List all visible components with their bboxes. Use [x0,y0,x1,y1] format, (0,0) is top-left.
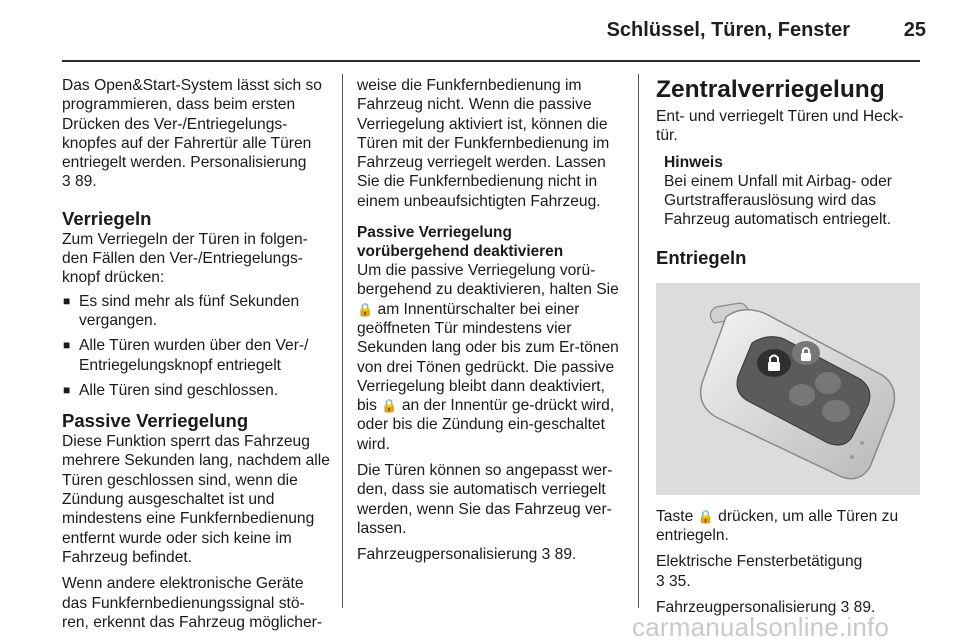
column-divider-2 [638,74,639,608]
auto-lock-text: Die Türen können so angepasst wer-den, dass sie automatisch verriegelt werden, wenn Sie das Fahrzeug ver-lassen. [357,462,613,537]
intro-paragraph: Das Open&Start-System lässt sich so programmieren, dass beim ersten Drücken des Ver-/Entriegelungs-knopfes auf der Fahrertür alle Türen entriegelt werden. Personalisierung 3 89. [62,77,322,191]
column-2 [357,76,625,572]
zentralverriegelung-heading: Zentralverriegelung [656,76,885,103]
entriegeln-heading: Entriegeln [656,246,747,268]
list-item: ■ Es sind mehr als fünf Sekunden vergangen. [62,292,330,331]
deactivate-text: Um die passive Verriegelung vorü-bergehend zu deaktivieren, halten Sie 🔒 am Innentürschalter bei einer geöffneten Tür mindestens vier Sekunden lang oder bis zum Er-tönen von drei Tönen gedrückt. Die passive Verriegelung bleibt dann deaktiviert, bis 🔒 an der Innentür ge-drückt wird, oder bis die Zündung ein-geschaltet wird. [357,262,619,453]
column-3 [656,76,920,624]
watermark: carmanualsonline.info [632,612,890,642]
lock-icon: 🔒 [697,508,714,524]
verriegeln-heading: Verriegeln [62,207,152,229]
verriegeln-text: Zum Verriegeln der Türen in folgen-den Fällen den Ver-/Entriegelungs-knopf drücken: [62,230,308,287]
list-item: ■ Alle Türen sind geschlossen. [62,381,330,400]
note-text: Bei einem Unfall mit Airbag- oder Gurtstrafferauslösung wird das Fahrzeug automatisch entriegelt. [664,172,892,229]
column-1 [62,76,330,639]
personalisation-line: Fahrzeugpersonalisierung 3 89. [357,546,577,564]
window-control-cross-reference[interactable]: 3 35. [656,572,691,590]
verriegeln-list [62,292,330,400]
remote-key-illustration [656,283,920,495]
column-divider-1 [342,74,343,608]
page-header-title: Schlüssel, Türen, Fenster [606,19,850,41]
note-label: Hinweis [664,153,723,171]
window-control-line: Elektrische Fensterbetätigung 3 35. [656,553,863,590]
remote-key-icon [656,283,920,495]
lock-icon: 🔒 [381,398,398,414]
personalisation-line-2: Fahrzeugpersonalisierung 3 89. [656,598,876,616]
lock-icon: 🔒 [357,301,374,317]
continued-paragraph: weise die Funkfernbedienung im Fahrzeug nicht. Wenn die passive Verriegelung aktiviert ist, können die Türen mit der Funkfernbedienung im Fahrzeug verriegelt werden. Lassen Sie die Funkfernbedienung nicht in einem unbeaufsichtigten Fahrzeug. [357,77,610,210]
list-item: ■ Alle Türen wurden über den Ver-/ Entriegelungsknopf entriegelt [62,336,330,375]
personalisation-cross-reference-2[interactable]: 3 89. [840,598,876,616]
note-box [656,153,920,230]
deactivate-subheading: Passive Verriegelung vorübergehend deaktivieren [357,224,564,261]
intro-cross-reference[interactable]: 3 89. [62,173,97,191]
passive-verriegelung-text: Diese Funktion sperrt das Fahrzeug mehrere Sekunden lang, nachdem alle Türen geschlossen sind, wenn die Zündung ausgeschaltet ist und mindestens eine Funkfernbedienung entfernt wurde oder sich keine im Fahrzeug befindet. [62,433,330,566]
passive-verriegelung-text-2: Wenn andere elektronische Geräte das Funkfernbedienungssignal stö-ren, erkennt das Fahrzeug möglicher- [62,575,323,631]
passive-verriegelung-heading: Passive Verriegelung [62,410,249,432]
personalisation-cross-reference[interactable]: 3 89. [541,546,577,564]
header-rule [62,60,920,62]
page-number: 25 [903,19,926,41]
unlock-caption: Taste 🔒 drücken, um alle Türen zu entriegeln. [656,507,899,545]
zentralverriegelung-text: Ent- und verriegelt Türen und Heck-tür. [656,108,904,145]
